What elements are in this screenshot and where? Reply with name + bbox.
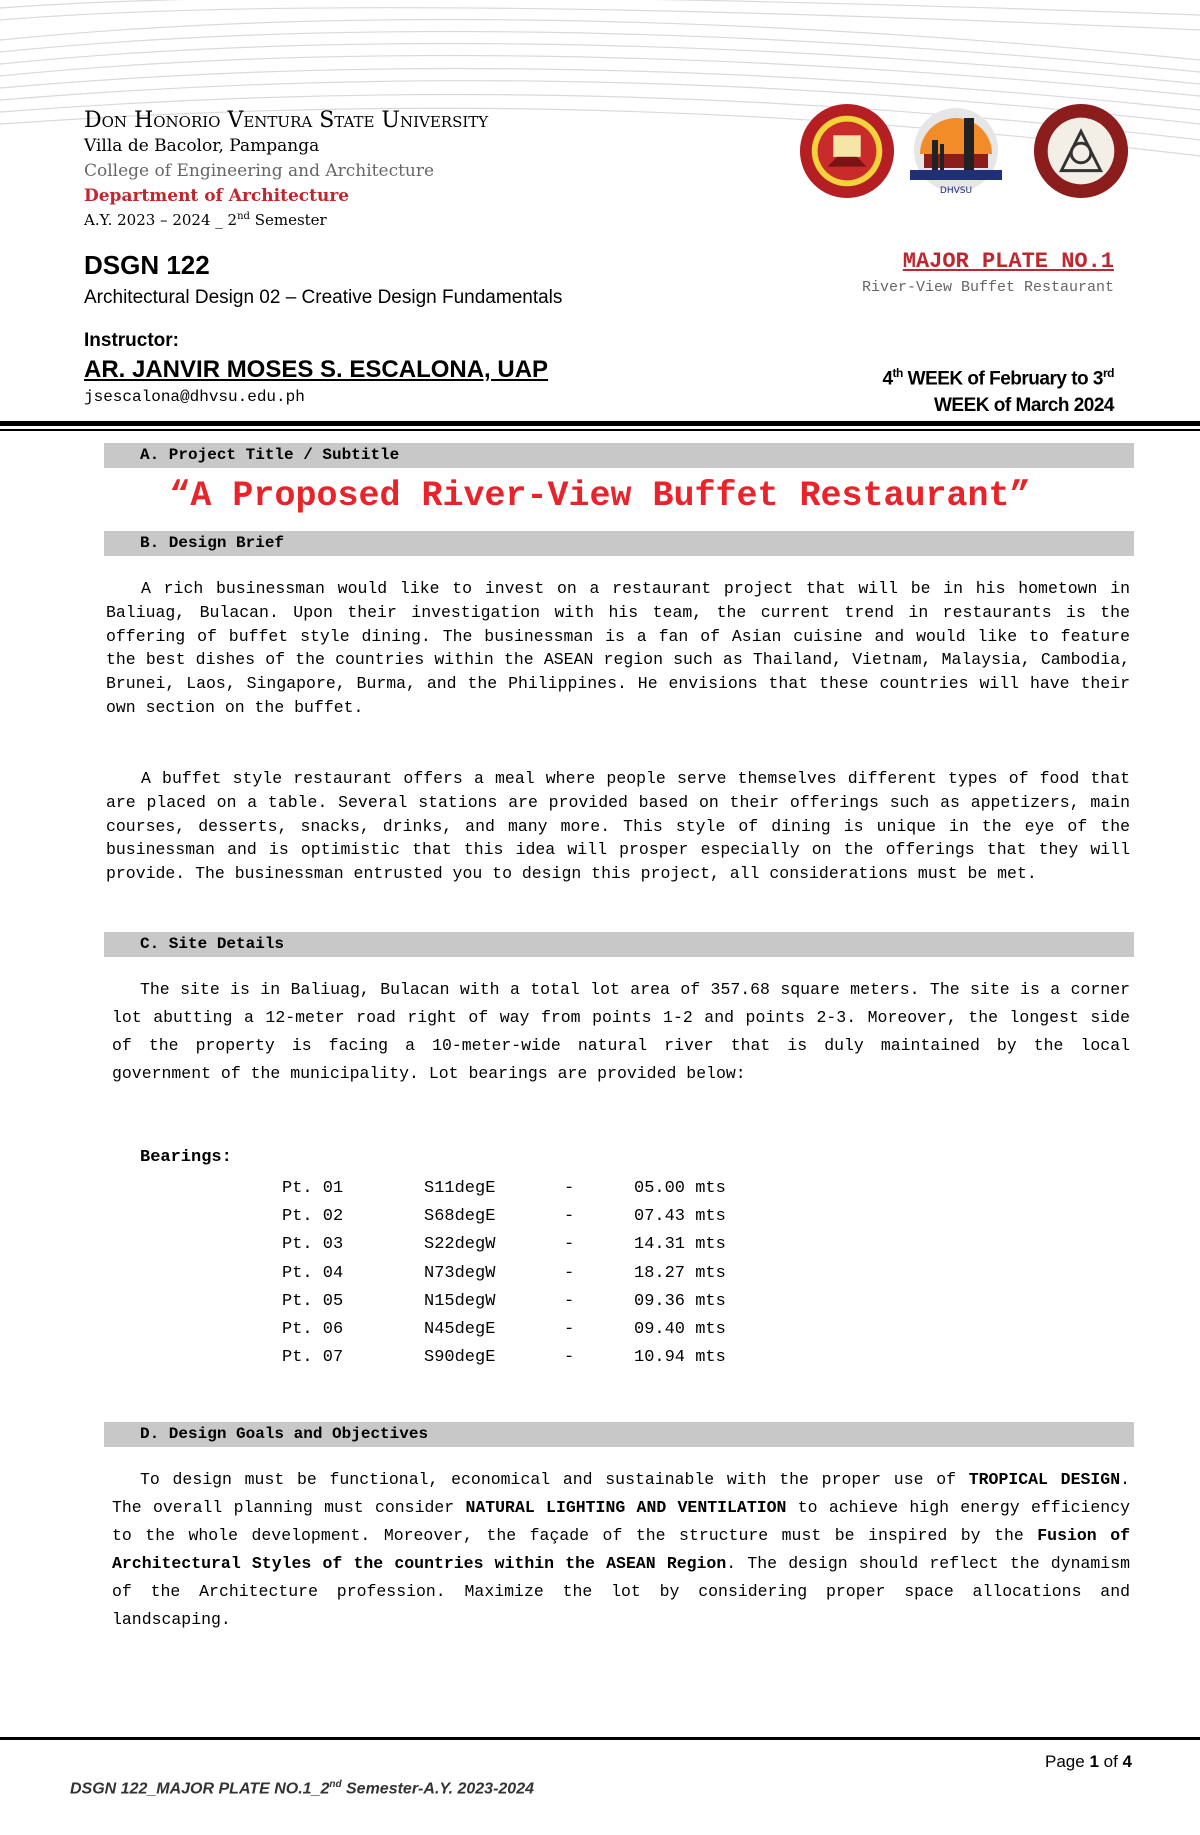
bearing-bearing: S68degE (424, 1206, 496, 1226)
bearing-distance: 07.43 mts (634, 1206, 726, 1226)
bearing-distance: 09.40 mts (634, 1320, 726, 1340)
footer-document-name: DSGN 122_MAJOR PLATE NO.1_2nd Semester-A.Y. 2023-2024 (70, 1779, 534, 1798)
university-seal-logo (798, 102, 896, 200)
university-address: Villa de Bacolor, Pampanga (84, 136, 320, 156)
design-brief-paragraph-2: A buffet style restaurant offers a meal where people serve themselves different types of food that are placed on a table. Several stations are provided based on their offerings such as appetizers, main courses, desserts, snacks, drinks, and many more. This style of dining is unique in the eye of the businessman and is optimistic that this idea will prosper especially on the offerings that they will provide. The businessman entrusted you to design this project, all considerations must be met. (106, 769, 1130, 884)
bearing-dash: - (564, 1263, 575, 1283)
bearing-distance: 14.31 mts (634, 1235, 726, 1255)
bearings-label: Bearings: (140, 1148, 232, 1167)
college-name: College of Engineering and Architecture (84, 161, 435, 181)
bearing-dash: - (564, 1320, 575, 1340)
site-details-paragraph: The site is in Baliuag, Bulacan with a total lot area of 357.68 square meters. The site is a corner lot abutting a 12-meter road right of way from points 1-2 and points 2-3. Moreover, the longest side of the property is facing a 10-meter-wide natural river that is duly maintained by the local government of the municipality. Lot bearings are provided below: (112, 980, 1130, 1083)
header-divider (0, 421, 1200, 426)
goal-emphasis-tropical: TROPICAL DESIGN (968, 1470, 1121, 1489)
project-title: “A Proposed River-View Buffet Restaurant” (169, 476, 1031, 516)
bearing-point: Pt. 02 (282, 1206, 344, 1226)
bearing-distance: 10.94 mts (634, 1348, 726, 1368)
bearing-bearing: S11degE (424, 1178, 496, 1198)
page-number: Page 1 of 4 (1045, 1752, 1132, 1771)
bearing-row (282, 1174, 774, 1202)
bearing-distance: 05.00 mts (634, 1178, 726, 1198)
bearing-distance: 09.36 mts (634, 1291, 726, 1311)
university-name: Don Honorio Ventura State University (84, 108, 489, 133)
bearing-dash: - (564, 1206, 575, 1226)
bearing-bearing: S90degE (424, 1348, 496, 1368)
goal-emphasis-lighting: NATURAL LIGHTING AND VENTILATION (465, 1498, 787, 1517)
footer-divider (0, 1737, 1200, 1740)
bearing-row (282, 1315, 774, 1343)
bearing-row (282, 1287, 774, 1315)
design-goals-paragraph: To design must be functional, economical and sustainable with the proper use of TROPICAL DESIGN. The overall planning must consider NATURAL LIGHTING AND VENTILATION to achieve high energy efficiency to the whole development. Moreover, the façade of the structure must be inspired by the Fusion of Architectural Styles of the countries within the ASEAN Region. The design should reflect the dynamism of the Architecture profession. Maximize the lot by considering proper space allocations and landscaping. (112, 1470, 1131, 1629)
bearing-bearing: N73degW (424, 1263, 496, 1283)
dhvsu-logo-caption: DHVSU (939, 186, 973, 196)
bearing-dash: - (564, 1178, 575, 1198)
bearing-row (282, 1259, 774, 1287)
bearing-distance: 18.27 mts (634, 1263, 726, 1283)
department-of-architecture-seal (1032, 102, 1130, 200)
design-brief-paragraph-1: A rich businessman would like to invest on a restaurant project that will be in his hometown in Baliuag, Bulacan. Upon their investigation with his team, the current trend in restaurants is the offering of buffet style dining. The businessman is a fan of Asian cuisine and would like to feature the best dishes of the countries within the ASEAN region such as Thailand, Vietnam, Malaysia, Cambodia, Brunei, Laos, Singapore, Burma, and the Philippines. He envisions that these countries will have their own section on the buffet. (106, 579, 1130, 717)
course-title: Architectural Design 02 – Creative Design Fundamentals (84, 287, 563, 308)
header-divider-thin (0, 429, 1200, 431)
section-d-heading: D. Design Goals and Objectives (140, 1425, 429, 1443)
section-a-bar (104, 443, 1134, 468)
goal-emphasis-fusion: Fusion of Architectural Styles of the countries within the ASEAN Region (112, 1526, 1130, 1573)
bearing-row (282, 1202, 774, 1230)
course-code: DSGN 122 (84, 250, 210, 280)
instructor-label: Instructor: (84, 330, 179, 351)
bearings-table (282, 1174, 774, 1372)
bearing-point: Pt. 07 (282, 1348, 344, 1368)
section-c-bar (104, 932, 1134, 957)
section-b-heading: B. Design Brief (140, 534, 285, 552)
bearing-dash: - (564, 1348, 575, 1368)
bearing-point: Pt. 03 (282, 1235, 344, 1255)
section-b-bar (104, 531, 1134, 556)
bearing-bearing: N15degW (424, 1291, 496, 1311)
bearing-point: Pt. 01 (282, 1178, 344, 1198)
bearing-point: Pt. 04 (282, 1263, 344, 1283)
section-c-heading: C. Site Details (140, 935, 285, 953)
dhvsu-logo (904, 100, 1004, 200)
bearing-row (282, 1231, 774, 1259)
department-name: Department of Architecture (84, 186, 350, 206)
section-d-bar (104, 1422, 1134, 1447)
bearing-bearing: S22degW (424, 1235, 496, 1255)
bearing-bearing: N45degE (424, 1320, 496, 1340)
plate-number: MAJOR PLATE NO.1 (902, 249, 1114, 274)
bearing-row (282, 1344, 774, 1372)
instructor-name: AR. JANVIR MOSES S. ESCALONA, UAP (84, 356, 549, 383)
section-a-heading: A. Project Title / Subtitle (140, 446, 400, 464)
academic-year: A.Y. 2023 – 2024 _ 2nd Semester (84, 211, 327, 229)
bearing-dash: - (564, 1235, 575, 1255)
schedule-week: 4th WEEK of February to 3rd WEEK of March 2024 (882, 366, 1114, 417)
bearing-point: Pt. 05 (282, 1291, 344, 1311)
plate-subtitle: River-View Buffet Restaurant (861, 279, 1114, 296)
bearing-point: Pt. 06 (282, 1320, 344, 1340)
bearing-dash: - (564, 1291, 575, 1311)
instructor-email: jsescalona@dhvsu.edu.ph (84, 388, 305, 406)
